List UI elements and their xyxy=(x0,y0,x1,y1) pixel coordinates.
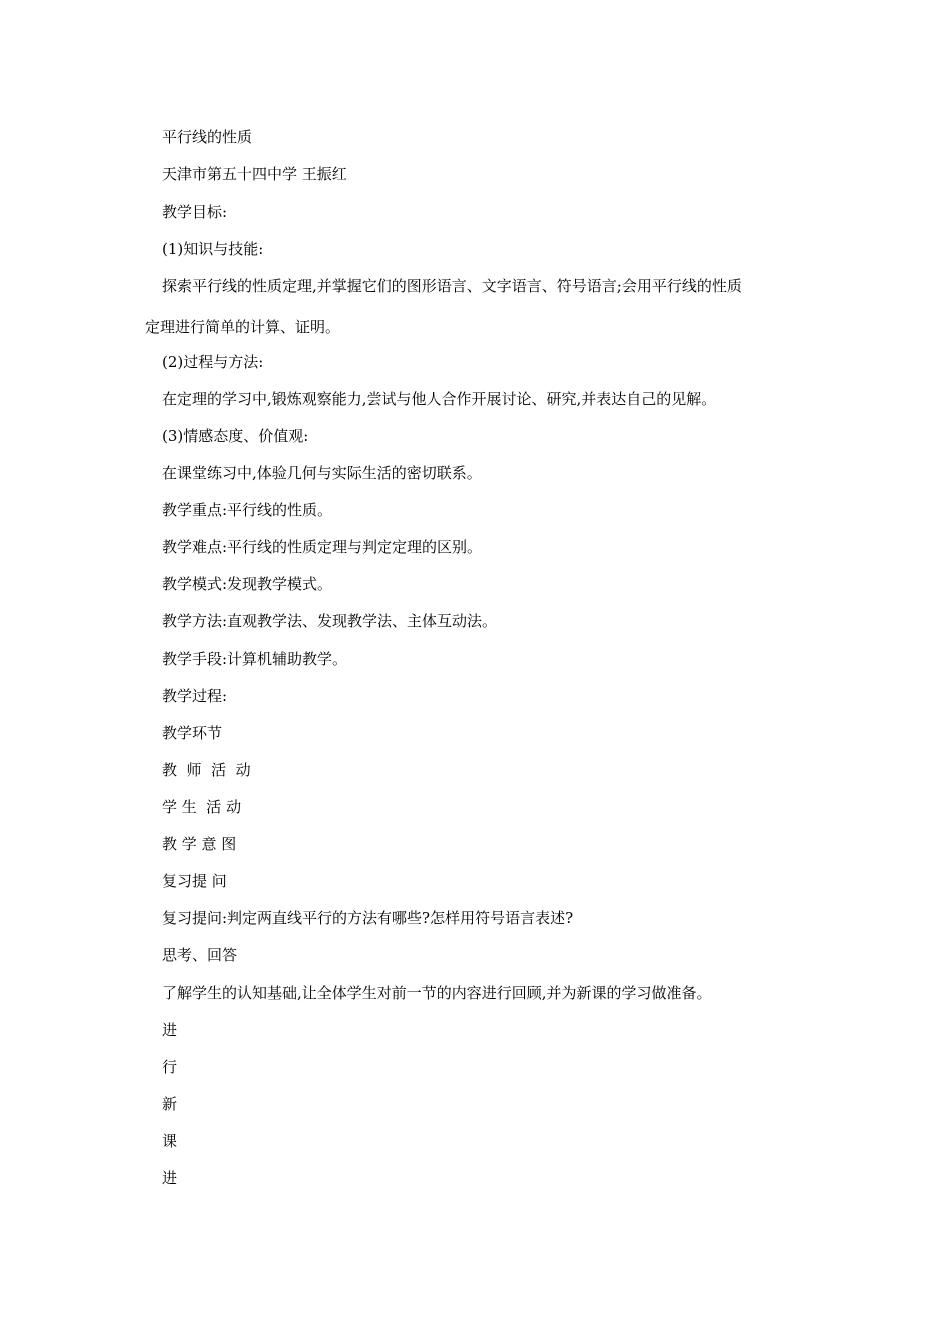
key-point: 教学重点:平行线的性质。 xyxy=(162,501,333,519)
vertical-char: 进 xyxy=(162,1169,178,1187)
document-title: 平行线的性质 xyxy=(162,128,253,146)
vertical-char: 行 xyxy=(162,1058,178,1076)
vertical-char: 课 xyxy=(162,1132,178,1150)
goal1-text-continued: 定理进行简单的计算、证明。 xyxy=(145,318,341,336)
goal1-text: 探索平行线的性质定理,并掌握它们的图形语言、文字语言、符号语言;会用平行线的性质 xyxy=(162,277,742,295)
difficulty: 教学难点:平行线的性质定理与判定定理的区别。 xyxy=(162,538,483,556)
row1-intent: 了解学生的认知基础,让全体学生对前一节的内容进行回顾,并为新课的学习做准备。 xyxy=(162,984,712,1002)
goal2-heading: (2)过程与方法: xyxy=(162,353,264,371)
vertical-char: 进 xyxy=(162,1021,178,1039)
column-intent: 教 学 意 图 xyxy=(162,835,237,853)
row1-teacher: 复习提问:判定两直线平行的方法有哪些?怎样用符号语言表述? xyxy=(162,909,574,927)
column-stage: 教学环节 xyxy=(162,724,223,742)
goal3-text: 在课堂练习中,体验几何与实际生活的密切联系。 xyxy=(162,464,482,482)
row1-stage: 复习提 问 xyxy=(162,872,227,890)
process-heading: 教学过程: xyxy=(162,687,228,705)
row1-student: 思考、回答 xyxy=(162,946,238,964)
goals-heading: 教学目标: xyxy=(162,203,228,221)
column-teacher: 教 师 活 动 xyxy=(162,761,251,779)
teaching-means: 教学手段:计算机辅助教学。 xyxy=(162,650,348,668)
teaching-mode: 教学模式:发现教学模式。 xyxy=(162,575,333,593)
goal2-text: 在定理的学习中,锻炼观察能力,尝试与他人合作开展讨论、研究,并表达自己的见解。 xyxy=(162,390,717,408)
goal1-heading: (1)知识与技能: xyxy=(162,240,264,258)
teaching-methods: 教学方法:直观教学法、发现教学法、主体互动法。 xyxy=(162,612,498,630)
author-line: 天津市第五十四中学 王振红 xyxy=(162,165,347,183)
column-student: 学 生 活 动 xyxy=(162,798,242,816)
vertical-char: 新 xyxy=(162,1095,178,1113)
goal3-heading: (3)情感态度、价值观: xyxy=(162,427,309,445)
